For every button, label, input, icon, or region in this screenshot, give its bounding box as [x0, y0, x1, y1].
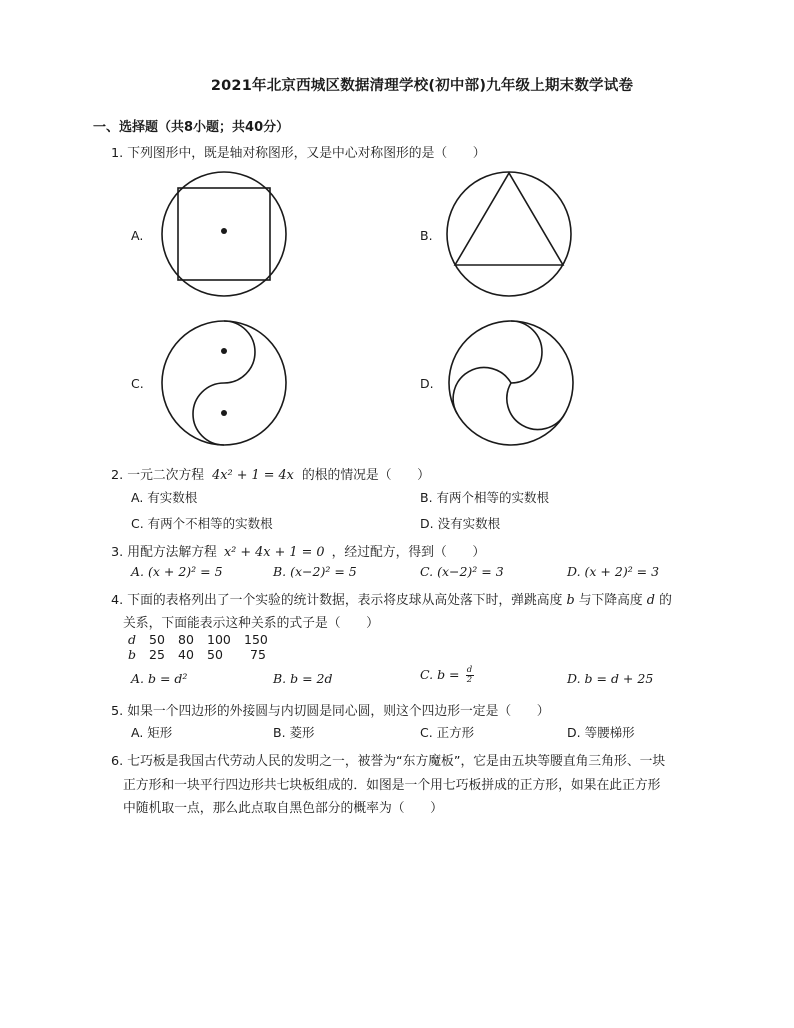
q4-table-label: d [128, 632, 137, 647]
q4-line1-pre: 4. 下面的表格列出了一个实验的统计数据，表示将皮球从高处落下时，弹跳高度 [111, 593, 563, 608]
q4-table-cell: 40 [178, 647, 194, 662]
q4-var-d: d [646, 593, 655, 608]
q4-table-cell: 50 [207, 647, 223, 662]
question-6-line3: 中随机取一点，那么此点取自黑色部分的概率为（ ） [123, 801, 443, 816]
section-heading: 一、选择题（共8小题；共40分） [93, 120, 290, 135]
q2-stem-post: 的根的情况是（ ） [301, 468, 430, 483]
q1-label-a: A. [131, 228, 144, 243]
q4-option-b: B. b = 2d [273, 671, 333, 686]
q2-equation: 4x² + 1 = 4x [212, 468, 294, 483]
q4-line1-post: 的 [659, 593, 672, 608]
q4-table-cell: 150 [244, 632, 268, 647]
q4-table-cell: 75 [250, 647, 266, 662]
question-4-line1 [111, 589, 672, 608]
q4-table-row-d [128, 632, 268, 647]
q3-stem-pre: 3. 用配方法解方程 [111, 545, 217, 560]
q4-data-table [128, 632, 268, 662]
q4-option-c-fraction [466, 666, 474, 685]
question-5-stem: 5. 如果一个四边形的外接圆与内切圆是同心圆，则这个四边形一定是（ ） [111, 704, 550, 719]
q3-option-c: C. (x−2)² = 3 [420, 564, 504, 579]
q3-option-a: A. (x + 2)² = 5 [131, 564, 223, 579]
q4-frac-numerator: d [466, 665, 473, 675]
q1-label-b: B. [420, 228, 433, 243]
q1-figure-b [444, 169, 574, 299]
page-title: 2021年北京西城区数据清理学校(初中部)九年级上期末数学试卷 [210, 78, 634, 94]
q4-option-c [420, 666, 474, 685]
q5-option-a: A. 矩形 [131, 725, 173, 740]
q4-option-d: D. b = d + 25 [567, 671, 654, 686]
q1-label-d: D. [420, 376, 434, 391]
question-2-stem [111, 464, 430, 483]
q4-table-cell: 80 [178, 632, 194, 647]
q2-option-d: D. 没有实数根 [420, 516, 501, 531]
question-6-line2: 正方形和一块平行四边形共七块板组成的．如图是一个用七巧板拼成的正方形，如果在此正方形 [123, 778, 661, 793]
q4-table-row-b [128, 647, 268, 662]
q1-figure-c [159, 318, 289, 448]
q4-table-cell: 25 [149, 647, 165, 662]
q2-option-c: C. 有两个不相等的实数根 [131, 516, 273, 531]
q5-option-c: C. 正方形 [420, 725, 475, 740]
q5-option-b: B. 菱形 [273, 725, 315, 740]
q4-line1-mid: 与下降高度 [578, 593, 643, 608]
q3-option-b: B. (x−2)² = 5 [273, 564, 357, 579]
q1-figure-a [159, 169, 289, 299]
q4-option-a: A. b = d² [131, 671, 188, 686]
q1-figure-d [446, 318, 576, 448]
q2-option-b: B. 有两个相等的实数根 [420, 490, 550, 505]
question-6-line1: 6. 七巧板是我国古代劳动人民的发明之一，被誉为“东方魔板”，它是由五块等腰直角三角形、一块 [111, 754, 666, 769]
q5-option-d: D. 等腰梯形 [567, 725, 635, 740]
q3-stem-post: ，经过配方，得到（ ） [331, 545, 486, 560]
q4-table-cell: 100 [207, 632, 231, 647]
q3-equation: x² + 4x + 1 = 0 [223, 545, 325, 560]
q4-frac-denominator: 2 [466, 675, 473, 685]
question-4-line2: 关系，下面能表示这种关系的式子是（ ） [123, 616, 379, 631]
question-1-stem: 1. 下列图形中，既是轴对称图形，又是中心对称图形的是（ ） [111, 146, 486, 161]
q4-table-cell: 50 [149, 632, 165, 647]
q3-option-d: D. (x + 2)² = 3 [567, 564, 660, 579]
q4-option-c-prefix: C. b = [420, 667, 460, 682]
q2-option-a: A. 有实数根 [131, 490, 198, 505]
q4-table-label: b [128, 647, 137, 662]
q4-var-b: b [566, 593, 575, 608]
q2-stem-pre: 2. 一元二次方程 [111, 468, 205, 483]
question-3-stem [111, 541, 485, 560]
q1-label-c: C. [131, 376, 144, 391]
